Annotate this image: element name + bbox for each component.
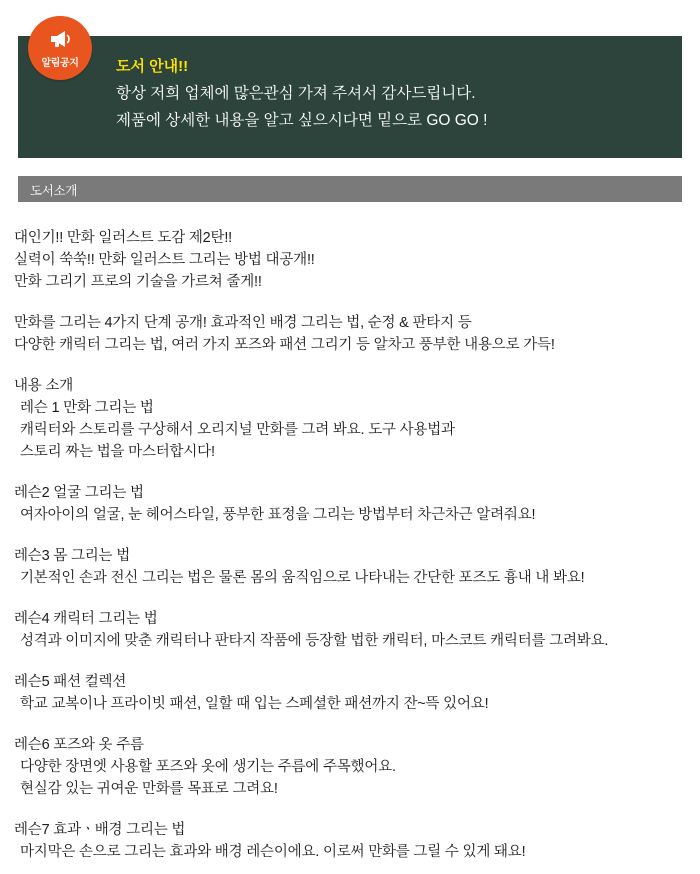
- text-line: 레슨7 효과ㆍ배경 그리는 법: [14, 822, 186, 838]
- section-header-label: 도서소개: [30, 184, 78, 198]
- text-line: 성격과 이미지에 맞춘 캐릭터나 판타지 작품에 등장할 법한 캐릭터, 마스코트 캐릭터를 그려봐요.: [20, 633, 609, 649]
- notice-line-2: 제품에 상세한 내용을 알고 싶으시다면 밑으로 GO GO !: [116, 112, 488, 129]
- text-line: 레슨4 캐릭터 그리는 법: [14, 611, 158, 627]
- paragraph: [14, 819, 690, 863]
- text-line: 레슨6 포즈와 옷 주름: [14, 737, 144, 753]
- text-line: 마지막은 손으로 그리는 효과와 배경 레슨이에요. 이로써 만화를 그릴 수 있게 돼요!: [20, 844, 526, 860]
- text-line: 만화 그리기 프로의 기술을 가르쳐 줄게!!: [14, 274, 262, 290]
- text-line: 대인기!! 만화 일러스트 도감 제2탄!!: [14, 230, 232, 246]
- text-line: 현실감 있는 귀여운 만화를 목표로 그려요!: [20, 781, 278, 797]
- megaphone-icon: [48, 29, 72, 49]
- notice-text-block: [116, 54, 670, 134]
- text-line: 레슨3 몸 그리는 법: [14, 548, 130, 564]
- text-line: 레슨2 얼굴 그리는 법: [14, 485, 144, 501]
- text-line: 학교 교복이나 프라이빗 패션, 일할 때 입는 스페셜한 패션까지 잔~뜩 있어요!: [20, 696, 489, 712]
- notice-banner: [18, 36, 682, 158]
- section-header: [18, 176, 682, 202]
- paragraph: [14, 482, 690, 526]
- text-line: 캐릭터와 스토리를 구상해서 오리지널 만화를 그려 봐요. 도구 사용법과: [20, 422, 455, 438]
- text-line: 스토리 짜는 법을 마스터합시다!: [20, 444, 215, 460]
- notice-line-1: 항상 저희 업체에 많은관심 가져 주셔서 감사드립니다.: [116, 85, 476, 102]
- notice-badge-label: 알림공지: [41, 58, 79, 69]
- paragraph: [14, 671, 690, 715]
- text-line: 다양한 캐릭터 그리는 법, 여러 가지 포즈와 패션 그리기 등 알차고 풍부한 내용으로 가득!: [14, 337, 555, 353]
- text-line: 다양한 장면엣 사용할 포즈와 옷에 생기는 주름에 주목했어요.: [20, 759, 396, 775]
- book-description: [14, 227, 690, 863]
- paragraph: [14, 734, 690, 800]
- paragraph: [14, 375, 690, 463]
- text-line: 여자아이의 얼굴, 눈 헤어스타일, 풍부한 표정을 그리는 방법부터 차근차근 알려줘요!: [20, 507, 536, 523]
- notice-badge: [28, 16, 92, 80]
- text-line: 기본적인 손과 전신 그리는 법은 물론 몸의 움직임으로 나타내는 간단한 포즈도 흉내 내 봐요!: [20, 570, 585, 586]
- text-line: 레슨 1 만화 그리는 법: [20, 400, 154, 416]
- text-line: 레슨5 패션 컬렉션: [14, 674, 127, 690]
- notice-title: 도서 안내!!: [116, 58, 189, 75]
- text-line: 내용 소개: [14, 378, 74, 394]
- text-line: 만화를 그리는 4가지 단계 공개! 효과적인 배경 그리는 법, 순정 & 판타지 등: [14, 315, 472, 331]
- paragraph: [14, 227, 690, 293]
- paragraph: [14, 545, 690, 589]
- text-line: 실력이 쑥쑥!! 만화 일러스트 그리는 방법 대공개!!: [14, 252, 315, 268]
- paragraph: [14, 312, 690, 356]
- paragraph: [14, 608, 690, 652]
